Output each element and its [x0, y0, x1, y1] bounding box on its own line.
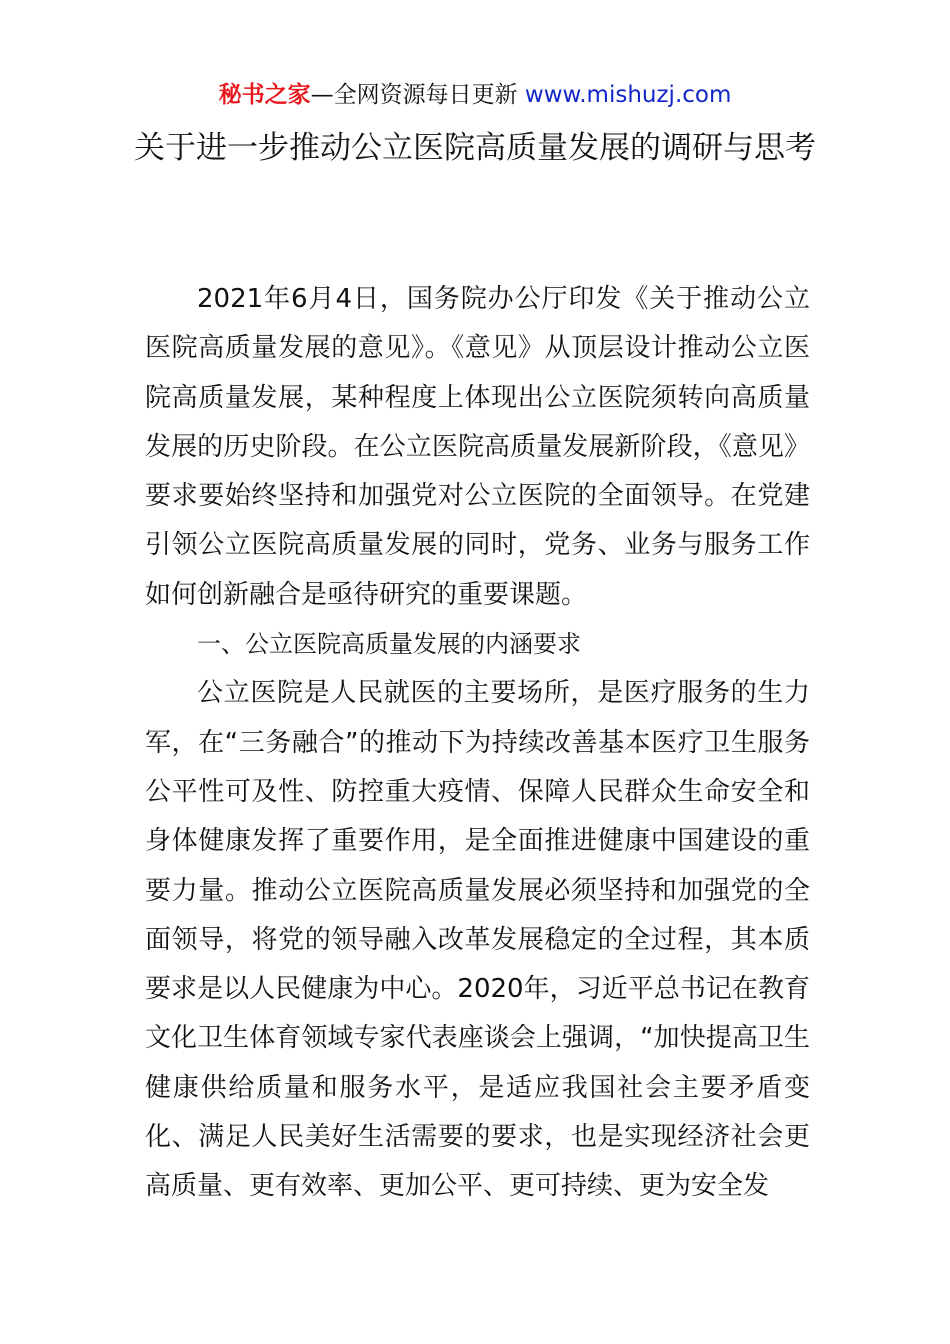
- site-header: [0, 78, 950, 112]
- site-url-link[interactable]: www.mishuzj.com: [524, 82, 732, 108]
- header-tagline: —全网资源每日更新: [310, 82, 525, 108]
- brand-name: 秘书之家: [218, 82, 311, 108]
- document-title: 关于进一步推动公立医院高质量发展的调研与思考: [134, 130, 816, 166]
- section-paragraph: 公立医院是人民就医的主要场所，是医疗服务的生力军，在“三务融合”的推动下为持续改善基本医疗卫生服务公平性可及性、防控重大疫情、保障人民群众生命安全和身体健康发挥了重要作用，是全面推进健康中国建设的重要力量。推动公立医院高质量发展必须坚持和加强党的全面领导，将党的领导融入改革发展稳定的全过程，其本质要求是以人民健康为中心。2020年，习近平总书记在教育文化卫生体育领域专家代表座谈会上强调，“加快提高卫生健康供给质量和服务水平，是适应我国社会主要矛盾变化、满足人民美好生活需要的要求，也是实现经济社会更高质量、更有效率、更加公平、更可持续、更为安全发: [145, 678, 810, 1202]
- intro-paragraph: 2021年6月4日，国务院办公厅印发《关于推动公立医院高质量发展的意见》。《意见》从顶层设计推动公立医院高质量发展，某种程度上体现出公立医院须转向高质量发展的历史阶段。在公立医院高质量发展新阶段，《意见》要求要始终坚持和加强党对公立医院的全面领导。在党建引领公立医院高质量发展的同时，党务、业务与服务工作如何创新融合是亟待研究的重要课题。: [145, 284, 810, 610]
- document-body: [145, 275, 810, 1212]
- section-heading: 一、公立医院高质量发展的内涵要求: [197, 630, 581, 659]
